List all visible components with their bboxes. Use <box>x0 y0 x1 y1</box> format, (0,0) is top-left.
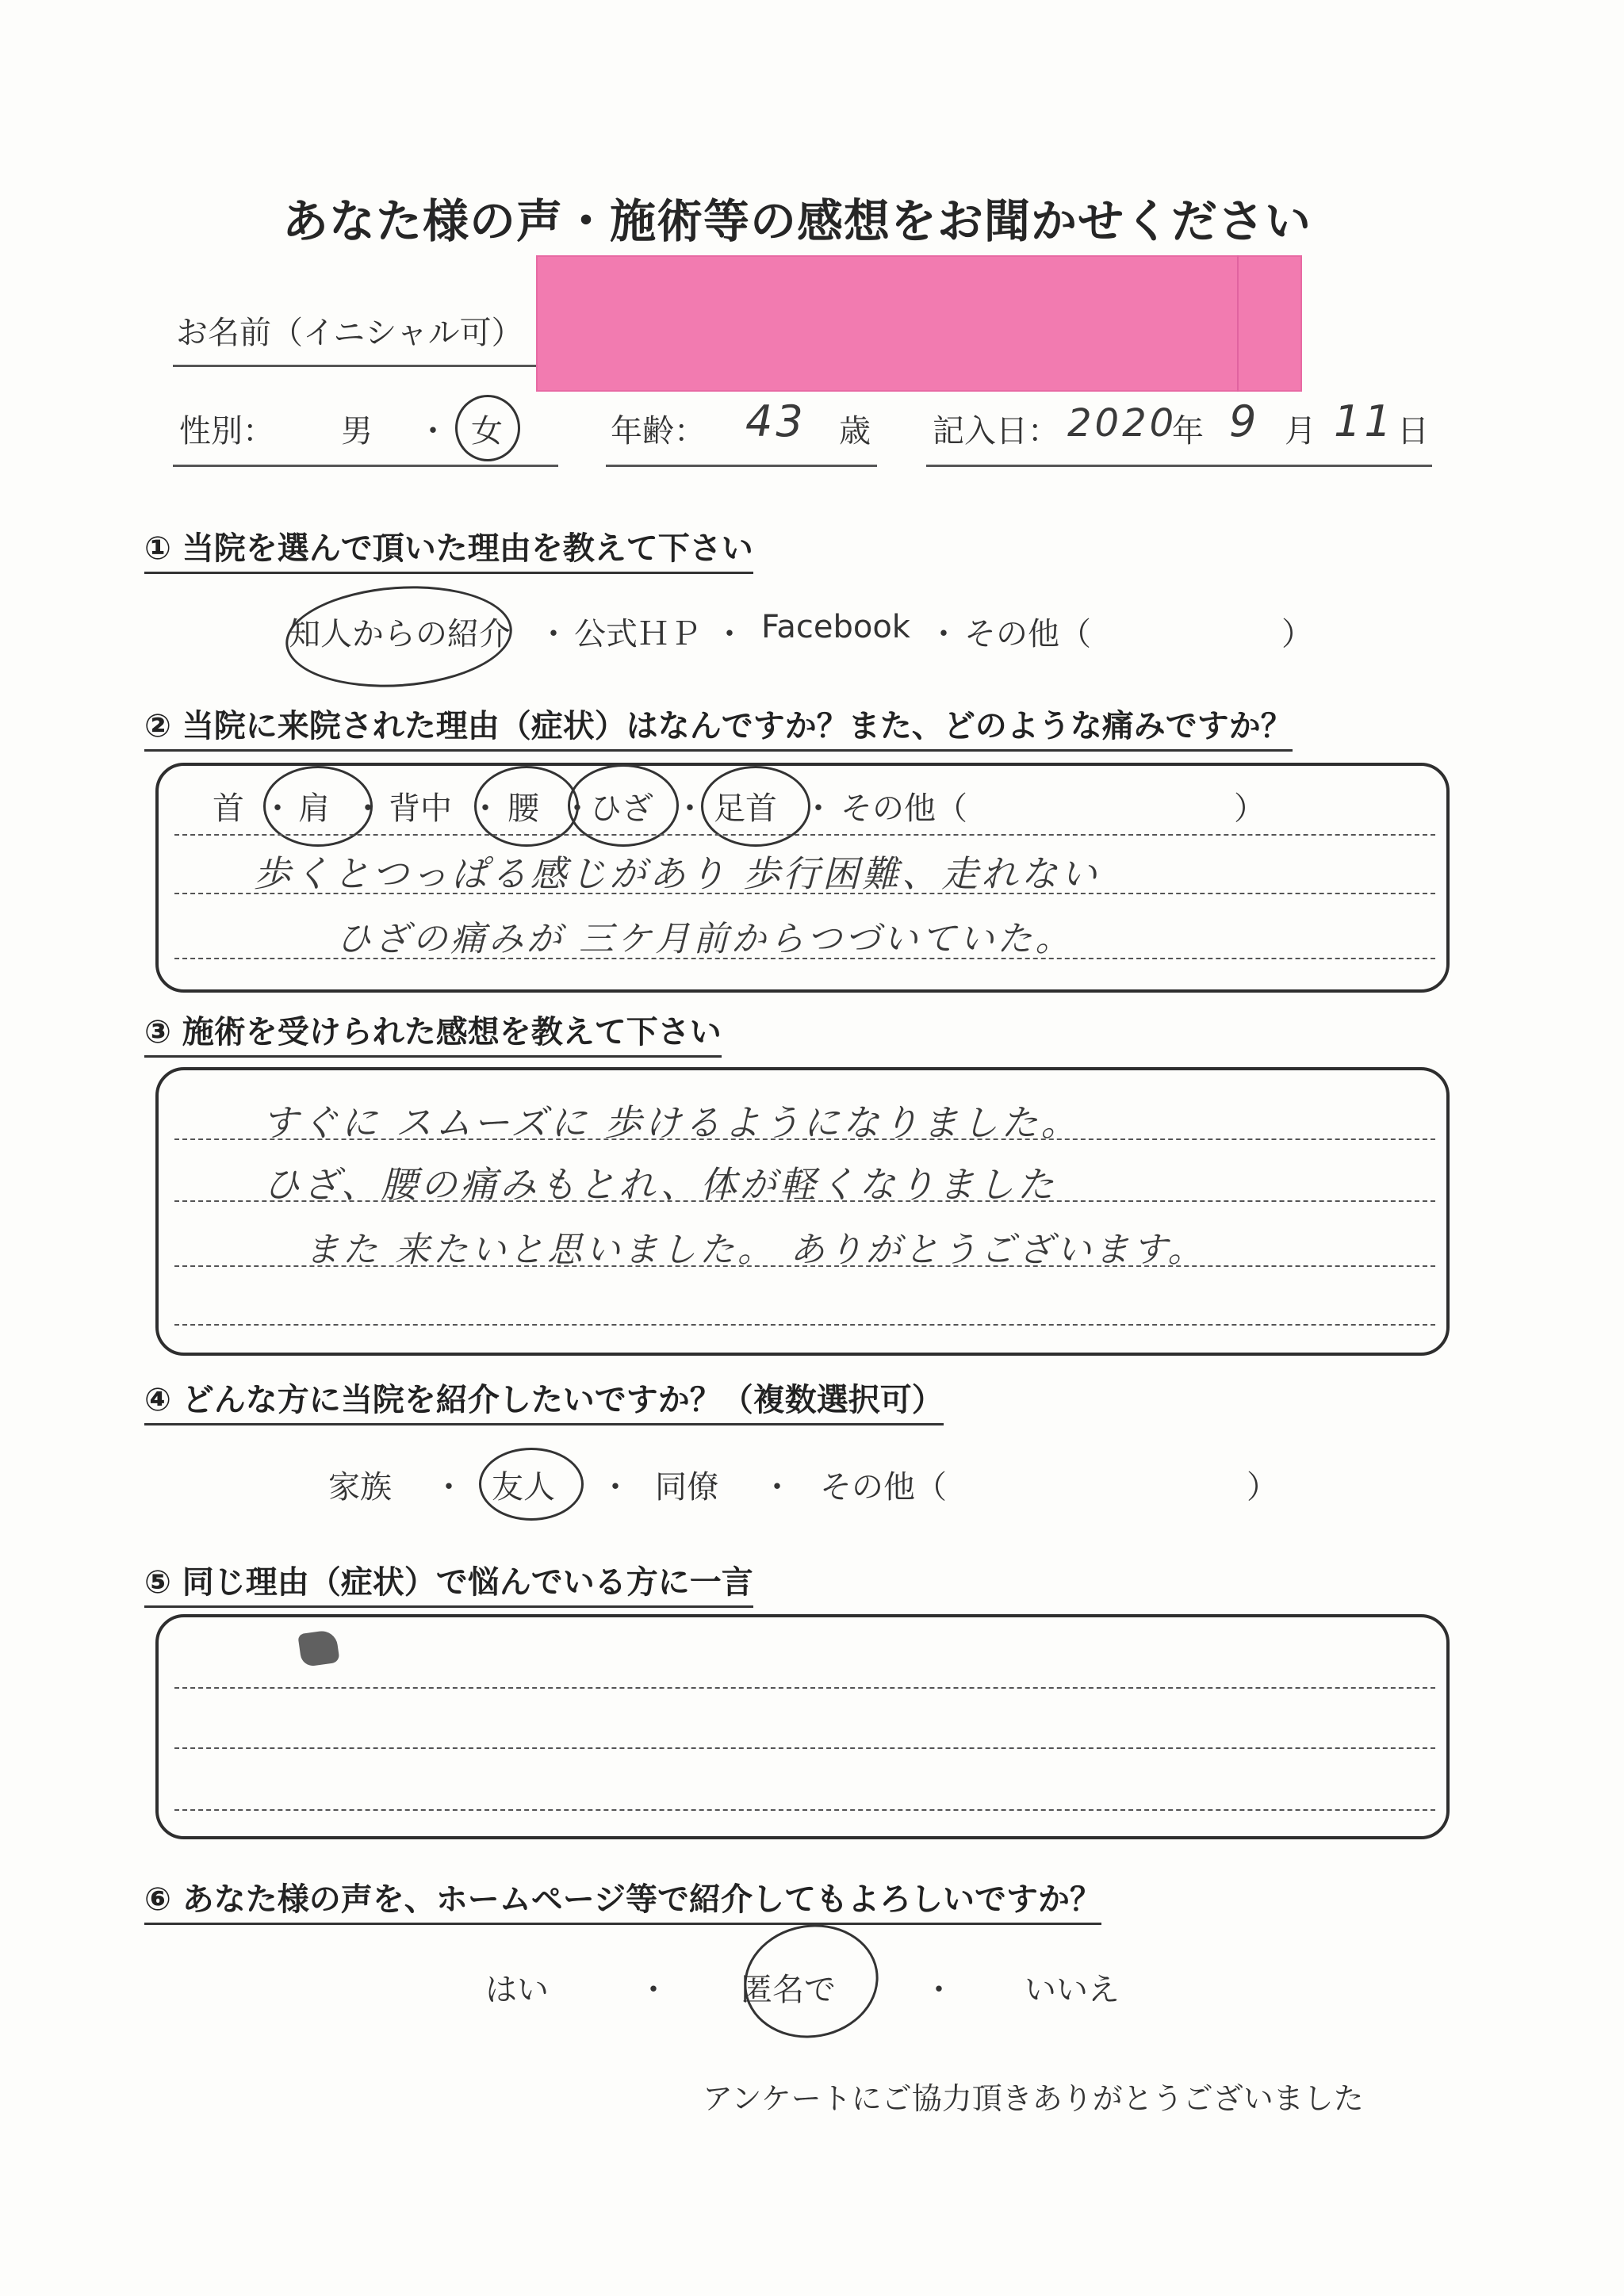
q1-referral-circle-mark <box>282 579 515 695</box>
date-label: 記入日： <box>933 413 1059 450</box>
age-label: 年齢： <box>611 413 706 450</box>
q1-option-other-close: ） <box>1281 616 1313 652</box>
name-redaction-sticker <box>536 255 1302 392</box>
q2-heading: ② 当院に来院された理由（症状）はなんですか？また、どのような痛みですか？ <box>144 701 1293 752</box>
q5-writing-line <box>174 1809 1435 1811</box>
q5-answer-box <box>155 1614 1450 1839</box>
q4-separator: ・ <box>433 1469 465 1506</box>
q1-option-other: その他（ <box>964 616 1091 652</box>
q1-option-facebook: Facebook <box>761 609 910 645</box>
form-title: あなた様の声・施術等の感想をお聞かせください <box>282 194 1312 248</box>
date-day-value: 11 <box>1334 396 1395 446</box>
q3-writing-line <box>174 1324 1435 1326</box>
day-unit: 日 <box>1397 413 1429 450</box>
date-underline <box>926 465 1432 467</box>
q2-option-back: 背中 <box>389 790 452 827</box>
q6-anonymous-circle-mark <box>735 1914 887 2048</box>
q5-writing-line <box>174 1747 1435 1749</box>
gender-separator: ・ <box>417 413 449 450</box>
date-month-value: 9 <box>1229 396 1260 446</box>
q2-separator: ・ <box>352 790 384 827</box>
q1-separator: ・ <box>928 616 959 652</box>
thank-you-footer: アンケートにご協力頂きありがとうございました <box>703 2081 1364 2116</box>
q2-option-lower-back: 腰 <box>508 790 539 827</box>
q2-handwritten-answer-line-2: ひざの痛みが 三ケ月前からつづいていた。 <box>336 919 1074 959</box>
q4-friend-circle-mark <box>479 1448 584 1521</box>
q3-handwritten-answer-line-3: また 来たいと思いました。 ありがとうございます。 <box>304 1230 1206 1270</box>
gender-female-circle-mark <box>455 395 520 461</box>
q2-option-shoulder: 肩 <box>298 790 330 827</box>
q4-option-colleague: 同僚 <box>655 1469 718 1506</box>
q3-handwritten-answer-line-2: ひざ、腰の痛みもとれ、体が軽くなりました <box>263 1163 1057 1206</box>
month-unit: 月 <box>1285 413 1316 450</box>
q2-writing-line <box>174 834 1435 836</box>
q2-option-neck: 首 <box>213 790 244 827</box>
q1-separator: ・ <box>538 616 569 652</box>
gender-female: 女 <box>471 413 503 450</box>
q2-separator: ・ <box>561 790 593 827</box>
q1-option-website: 公式ＨＰ <box>574 616 701 652</box>
q2-option-other: その他（ <box>841 790 967 827</box>
q4-option-other: その他（ <box>820 1469 947 1506</box>
q2-option-ankle: 足首 <box>714 790 777 827</box>
name-label: お名前（イニシャル可） <box>176 315 523 351</box>
q2-separator: ・ <box>802 790 834 827</box>
date-year-value: 2020 <box>1067 401 1178 446</box>
q5-writing-line <box>174 1687 1435 1689</box>
q2-option-other-close: ） <box>1234 790 1266 827</box>
q6-heading: ⑥ あなた様の声を、ホームページ等で紹介してもよろしいですか？ <box>144 1874 1101 1925</box>
q4-separator: ・ <box>761 1469 793 1506</box>
gender-male: 男 <box>341 413 373 450</box>
q2-separator: ・ <box>674 790 706 827</box>
q3-handwritten-answer-line-1: すぐに スムーズに 歩けるようになりました。 <box>262 1101 1081 1144</box>
q2-handwritten-answer-line-1: 歩くとつっぱる感じがあり 歩行困難、走れない <box>254 852 1101 895</box>
q4-option-family: 家族 <box>328 1469 392 1506</box>
q6-separator: ・ <box>638 1972 669 2008</box>
q1-option-referral: 知人からの紹介 <box>289 616 511 652</box>
year-unit: 年 <box>1172 413 1204 450</box>
q1-heading: ① 当院を選んで頂いた理由を教えて下さい <box>144 523 753 574</box>
gender-underline <box>173 465 558 467</box>
age-underline <box>606 465 877 467</box>
q4-option-friend: 友人 <box>492 1469 555 1506</box>
q4-heading: ④ どんな方に当院を紹介したいですか？（複数選択可） <box>144 1375 944 1425</box>
q6-option-yes: はい <box>485 1972 549 2008</box>
q3-heading: ③ 施術を受けられた感想を教えて下さい <box>144 1007 722 1058</box>
q2-separator: ・ <box>262 790 293 827</box>
age-value: 43 <box>745 396 806 446</box>
gender-label: 性別： <box>179 413 274 450</box>
q6-option-anonymous: 匿名で <box>741 1972 836 2008</box>
q6-separator: ・ <box>923 1972 955 2008</box>
q4-separator: ・ <box>599 1469 631 1506</box>
q4-option-other-close: ） <box>1247 1469 1278 1506</box>
q6-option-no: いいえ <box>1025 1972 1120 2008</box>
age-unit: 歳 <box>839 413 871 450</box>
q5-heading: ⑤ 同じ理由（症状）で悩んでいる方に一言 <box>144 1557 753 1608</box>
q2-separator: ・ <box>469 790 501 827</box>
q2-option-knee: ひざ <box>590 790 653 827</box>
name-underline <box>173 365 539 367</box>
q1-separator: ・ <box>714 616 745 652</box>
